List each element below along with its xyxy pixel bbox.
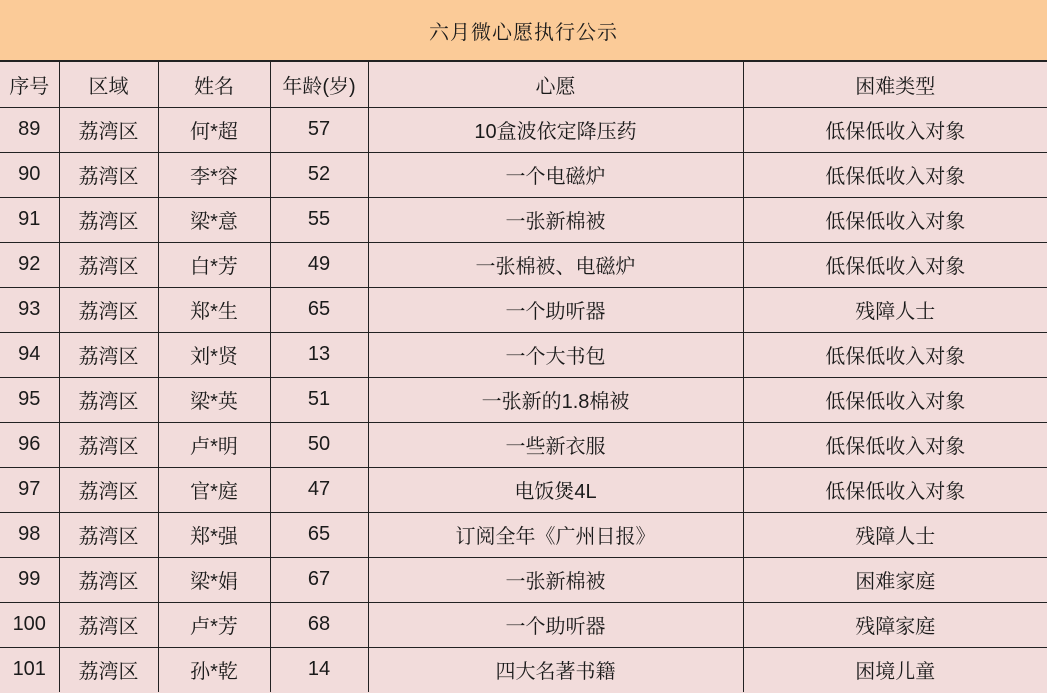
cell-difficulty_type: 低保低收入对象 (743, 422, 1047, 467)
cell-wish: 一张棉被、电磁炉 (368, 242, 743, 287)
cell-wish: 一张新棉被 (368, 557, 743, 602)
cell-age: 57 (270, 107, 368, 152)
cell-wish: 一个助听器 (368, 287, 743, 332)
cell-index: 95 (0, 377, 59, 422)
cell-difficulty_type: 低保低收入对象 (743, 107, 1047, 152)
table-row (0, 152, 1047, 197)
table-row (0, 512, 1047, 557)
cell-name: 官*庭 (158, 467, 270, 512)
cell-district: 荔湾区 (59, 602, 158, 647)
cell-name: 孙*乾 (158, 647, 270, 692)
cell-age: 14 (270, 647, 368, 692)
cell-name: 卢*芳 (158, 602, 270, 647)
table-row (0, 467, 1047, 512)
cell-district: 荔湾区 (59, 422, 158, 467)
cell-age: 65 (270, 512, 368, 557)
cell-name: 梁*意 (158, 197, 270, 242)
header-cell-difficulty_type: 困难类型 (743, 62, 1047, 107)
cell-difficulty_type: 困难家庭 (743, 557, 1047, 602)
header-cell-index: 序号 (0, 62, 59, 107)
cell-district: 荔湾区 (59, 287, 158, 332)
cell-district: 荔湾区 (59, 377, 158, 422)
cell-wish: 四大名著书籍 (368, 647, 743, 692)
cell-age: 67 (270, 557, 368, 602)
cell-district: 荔湾区 (59, 107, 158, 152)
cell-district: 荔湾区 (59, 647, 158, 692)
cell-age: 50 (270, 422, 368, 467)
cell-index: 98 (0, 512, 59, 557)
title-bar (0, 0, 1047, 62)
cell-index: 94 (0, 332, 59, 377)
cell-age: 52 (270, 152, 368, 197)
table-row (0, 647, 1047, 692)
cell-wish: 一个助听器 (368, 602, 743, 647)
cell-difficulty_type: 困境儿童 (743, 647, 1047, 692)
cell-difficulty_type: 低保低收入对象 (743, 152, 1047, 197)
cell-district: 荔湾区 (59, 197, 158, 242)
cell-index: 89 (0, 107, 59, 152)
cell-age: 47 (270, 467, 368, 512)
cell-wish: 一张新棉被 (368, 197, 743, 242)
wish-table (0, 62, 1047, 692)
cell-age: 68 (270, 602, 368, 647)
cell-index: 101 (0, 647, 59, 692)
header-cell-name: 姓名 (158, 62, 270, 107)
cell-wish: 一些新衣服 (368, 422, 743, 467)
cell-wish: 一个大书包 (368, 332, 743, 377)
cell-name: 郑*生 (158, 287, 270, 332)
cell-difficulty_type: 低保低收入对象 (743, 467, 1047, 512)
table-row (0, 332, 1047, 377)
cell-name: 梁*娟 (158, 557, 270, 602)
cell-index: 97 (0, 467, 59, 512)
table-body (0, 107, 1047, 692)
table-row (0, 242, 1047, 287)
cell-index: 99 (0, 557, 59, 602)
cell-difficulty_type: 低保低收入对象 (743, 332, 1047, 377)
cell-district: 荔湾区 (59, 557, 158, 602)
cell-difficulty_type: 低保低收入对象 (743, 197, 1047, 242)
cell-name: 卢*明 (158, 422, 270, 467)
cell-age: 49 (270, 242, 368, 287)
cell-district: 荔湾区 (59, 242, 158, 287)
cell-index: 92 (0, 242, 59, 287)
cell-district: 荔湾区 (59, 332, 158, 377)
table-row (0, 377, 1047, 422)
cell-index: 96 (0, 422, 59, 467)
cell-age: 65 (270, 287, 368, 332)
table-row (0, 422, 1047, 467)
header-cell-wish: 心愿 (368, 62, 743, 107)
cell-age: 55 (270, 197, 368, 242)
cell-name: 李*容 (158, 152, 270, 197)
table-row (0, 557, 1047, 602)
header-row (0, 62, 1047, 107)
cell-difficulty_type: 低保低收入对象 (743, 377, 1047, 422)
cell-name: 郑*强 (158, 512, 270, 557)
cell-name: 何*超 (158, 107, 270, 152)
cell-difficulty_type: 残障人士 (743, 512, 1047, 557)
cell-index: 93 (0, 287, 59, 332)
cell-index: 90 (0, 152, 59, 197)
table-row (0, 287, 1047, 332)
table-row (0, 197, 1047, 242)
cell-age: 13 (270, 332, 368, 377)
cell-difficulty_type: 残障人士 (743, 287, 1047, 332)
cell-wish: 10盒波依定降压药 (368, 107, 743, 152)
cell-difficulty_type: 残障家庭 (743, 602, 1047, 647)
cell-district: 荔湾区 (59, 512, 158, 557)
cell-district: 荔湾区 (59, 467, 158, 512)
cell-wish: 一张新的1.8棉被 (368, 377, 743, 422)
header-cell-district: 区域 (59, 62, 158, 107)
cell-name: 白*芳 (158, 242, 270, 287)
cell-index: 100 (0, 602, 59, 647)
cell-district: 荔湾区 (59, 152, 158, 197)
cell-wish: 订阅全年《广州日报》 (368, 512, 743, 557)
cell-age: 51 (270, 377, 368, 422)
cell-index: 91 (0, 197, 59, 242)
cell-difficulty_type: 低保低收入对象 (743, 242, 1047, 287)
cell-wish: 电饭煲4L (368, 467, 743, 512)
cell-wish: 一个电磁炉 (368, 152, 743, 197)
table-row (0, 107, 1047, 152)
table-row (0, 602, 1047, 647)
header-cell-age: 年龄(岁) (270, 62, 368, 107)
cell-name: 刘*贤 (158, 332, 270, 377)
page-title: 六月微心愿执行公示 (429, 21, 618, 44)
cell-name: 梁*英 (158, 377, 270, 422)
